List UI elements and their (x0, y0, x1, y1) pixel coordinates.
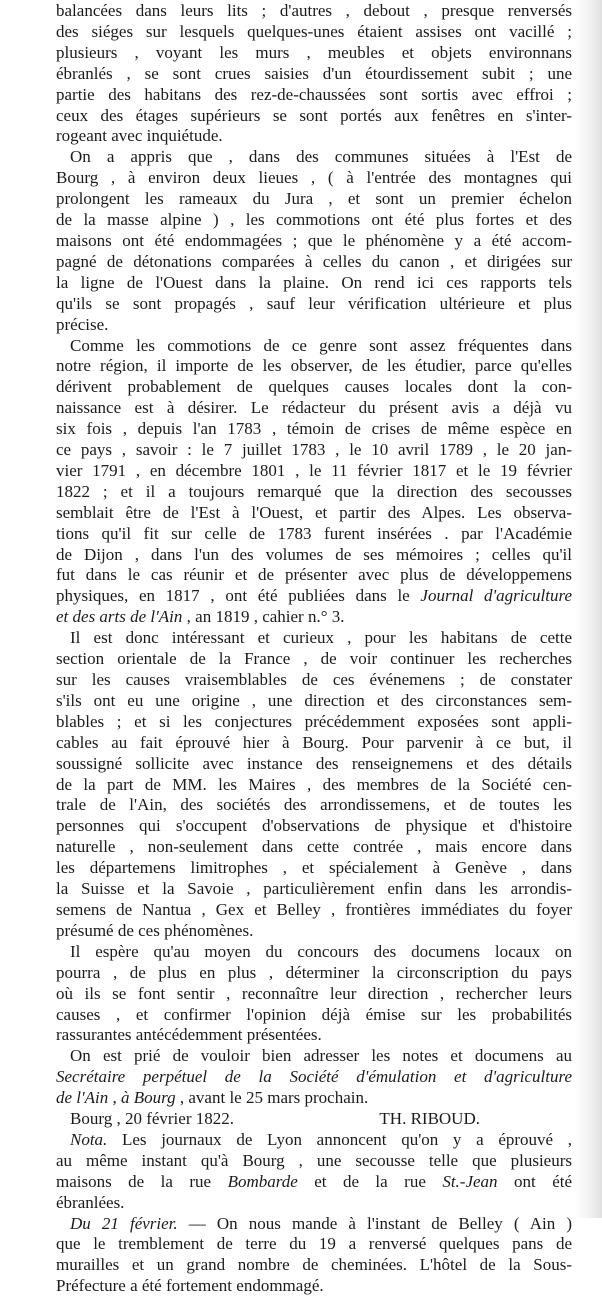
text-line: notre région, il importe de les observer, de les étudier, parce qu'elles (56, 356, 572, 376)
text-line: des siéges sur lesquels quelques-unes étaient assises ont vacillé ; (56, 21, 572, 41)
text-line (56, 607, 572, 628)
text-run: physiques, en 1817 , ont été publiées dans le (56, 586, 421, 606)
text-line: de la masse alpine ) , les commotions ont été plus fortes et des (56, 210, 572, 230)
text-line: semblait être de l'Est à l'Ouest, et partir des Alpes. Les observa- (56, 502, 572, 522)
text-run: , (108, 1088, 122, 1108)
addressee-place: à Bourg (121, 1088, 176, 1108)
text-line: Comme les commotions de ce genre sont assez fréquentes dans (70, 335, 572, 355)
text-line: plusieurs , voyant les murs , meubles et objets environnans (56, 42, 572, 62)
text-line: rassurantes antécédemment présentées. (56, 1025, 322, 1045)
nota-paragraph (56, 1130, 572, 1214)
signature-name: TH. RIBOUD. (379, 1109, 480, 1129)
text-line: Il est donc intéressant et curieux , pour les habitans de cette (70, 628, 572, 648)
text-line: ceux des étages supérieurs se sont portés aux fenêtres en s'inter- (56, 105, 572, 125)
signature-line (56, 1109, 572, 1130)
text-line: la ligne de l'Ouest dans la plaine. On rend ici ces rapports tels (56, 272, 572, 292)
paragraph-4 (56, 628, 572, 942)
addressee-society: de l'Ain (56, 1088, 109, 1108)
text-line: pagné de détonations comparées à celles du canon , et dirigées sur (56, 251, 572, 271)
text-line: partie des habitans des rez-de-chaussées sont sortis avec effroi ; (56, 84, 572, 104)
text-line: ce pays , savoir : le 7 juillet 1783 , le 10 avril 1789 , le 20 jan- (56, 440, 572, 460)
text-line: tions qu'il fit sur celle de 1783 furent insérées . par l'Académie (56, 523, 572, 543)
nota-label: Nota. (70, 1129, 108, 1149)
text-line: On est prié de vouloir bien adresser les notes et documens au (70, 1046, 572, 1066)
text-line: Il espère qu'au moyen du concours des documens locaux on (70, 941, 572, 961)
text-line: vier 1791 , en décembre 1801 , le 11 février 1817 et le 19 février (56, 460, 572, 480)
text-line: présumé de ces phénomènes. (56, 920, 254, 940)
text-line: prolongent les rameaux du Jura , et sont un premier échelon (56, 189, 572, 209)
text-line: personnes qui s'occupent d'observations de physique et d'histoire (56, 816, 572, 836)
paragraph-1 (56, 1, 572, 147)
text-line (56, 1130, 572, 1151)
text-line: sur les causes vraisemblables de ces événemens ; de constater (56, 670, 572, 689)
text-line: de la part de MM. les Maires , des membres de la Société cen- (56, 774, 572, 794)
text-run: , avant le 25 mars prochain. (175, 1088, 369, 1108)
text-line: On a appris que , dans des communes situées à l'Est de (70, 147, 572, 167)
text-line: soussigné sollicite avec instance des renseignemens et des détails (56, 753, 572, 773)
text-line (56, 1088, 572, 1109)
text-line: naissance est à désirer. Le rédacteur du présent avis a déjà vu (56, 398, 572, 418)
text-line: Bourg , à environ deux lieues , ( à l'entrée des montagnes qui (56, 168, 572, 188)
text-run: Les journaux de Lyon annoncent qu'on y a éprouvé , (107, 1129, 572, 1149)
text-line: qu'ils se sont propagés , sauf leur vérification ultérieure et plus (56, 293, 572, 313)
text-line: précise. (56, 314, 109, 334)
text-line: maisons ont été endommagées ; que le phénomène y a été accom- (56, 230, 572, 250)
text-line: fut dans le cas réunir et de présenter avec plus de développemens (56, 565, 572, 585)
paragraph-6 (56, 1046, 572, 1109)
text-line: que le tremblement de terre du 19 a renversé quelques pans de (56, 1234, 572, 1254)
text-run: et de la rue (297, 1171, 443, 1191)
paragraph-5 (56, 942, 572, 1047)
text-line: section orientale de la France , de voir continuer les recherches (56, 649, 572, 669)
street-name: Bombarde (227, 1171, 298, 1191)
signature-place-date: Bourg , 20 février 1822. (70, 1109, 234, 1129)
text-line: balancées dans leurs lits ; d'autres , debout , presque renversés (56, 1, 572, 20)
text-line: de Dijon , dans l'un des volumes de ses mémoires ; celles qu'il (56, 544, 572, 564)
text-line: naturelle , non-seulement dans cette contrée , mais encore dans (56, 837, 572, 857)
text-line: 1822 ; et il a toujours remarqué que la direction des secousses (56, 481, 572, 501)
text-line: blables ; et si les conjectures précédemment exposées sont appli- (56, 711, 572, 731)
text-line: semens de Nantua , Gex et Belley , frontières immédiates du foyer (56, 899, 572, 919)
text-run: maisons de la rue (56, 1171, 228, 1191)
text-line: au même instant qu'à Bourg , une secousse telle que plusieurs (56, 1150, 572, 1170)
text-line: ébranlées. (56, 1192, 125, 1212)
text-run: — On nous mande à l'instant de Belley ( Ain ) (177, 1213, 572, 1233)
journal-title: et des arts de l'Ain (56, 607, 183, 627)
street-name: St.-Jean (442, 1171, 498, 1191)
text-line (56, 586, 572, 607)
date-label: Du 21 février. (70, 1213, 178, 1233)
text-line: Préfecture a été fortement endommagé. (56, 1276, 324, 1296)
text-line: rogeant avec inquiétude. (56, 126, 223, 146)
text-line: les départemens limitrophes , et spécialement à Genève , dans (56, 858, 572, 878)
text-line (56, 1067, 572, 1088)
text-line (56, 1172, 572, 1193)
text-run: ont été (497, 1171, 572, 1191)
text-line: dérivent probablement de quelques causes locales dont la con- (56, 377, 572, 397)
text-line: trale de l'Ain, des sociétés des arrondissemens, et de toutes les (56, 795, 572, 815)
text-line (56, 1214, 572, 1235)
text-line: cables au fait éprouvé hier à Bourg. Pour parvenir à ce but, il (56, 732, 572, 752)
text-line: où ils se font sentir , reconnaître leur direction , rechercher leurs (56, 983, 572, 1003)
text-line: six fois , depuis l'an 1783 , témoin de crises de même espèce en (56, 419, 572, 439)
text-line: pourra , de plus en plus , déterminer la circonscription du pays (56, 962, 572, 982)
dated-update-paragraph (56, 1214, 572, 1297)
text-line: s'ils ont eu une origine , une direction et des circonstances sem- (56, 690, 572, 710)
text-line: la Suisse et la Savoie , particulièrement enfin dans les arrondis- (56, 879, 572, 899)
text-line: causes , et confirmer l'opinion déjà émise sur les probabilités (56, 1004, 572, 1024)
addressee-title: Secrétaire perpétuel de la Société d'émulation et d'agriculture (56, 1067, 572, 1087)
text-line: murailles et un grand nombre de cheminées. L'hôtel de la Sous- (56, 1255, 572, 1275)
journal-title: Journal d'agriculture (420, 586, 572, 606)
paragraph-3 (56, 336, 572, 629)
paragraph-2 (56, 147, 572, 335)
text-run: , an 1819 , cahier n.° 3. (182, 607, 345, 627)
text-line: ébranlés , se sont crues saisies d'un étourdissement subit ; une (56, 63, 572, 83)
